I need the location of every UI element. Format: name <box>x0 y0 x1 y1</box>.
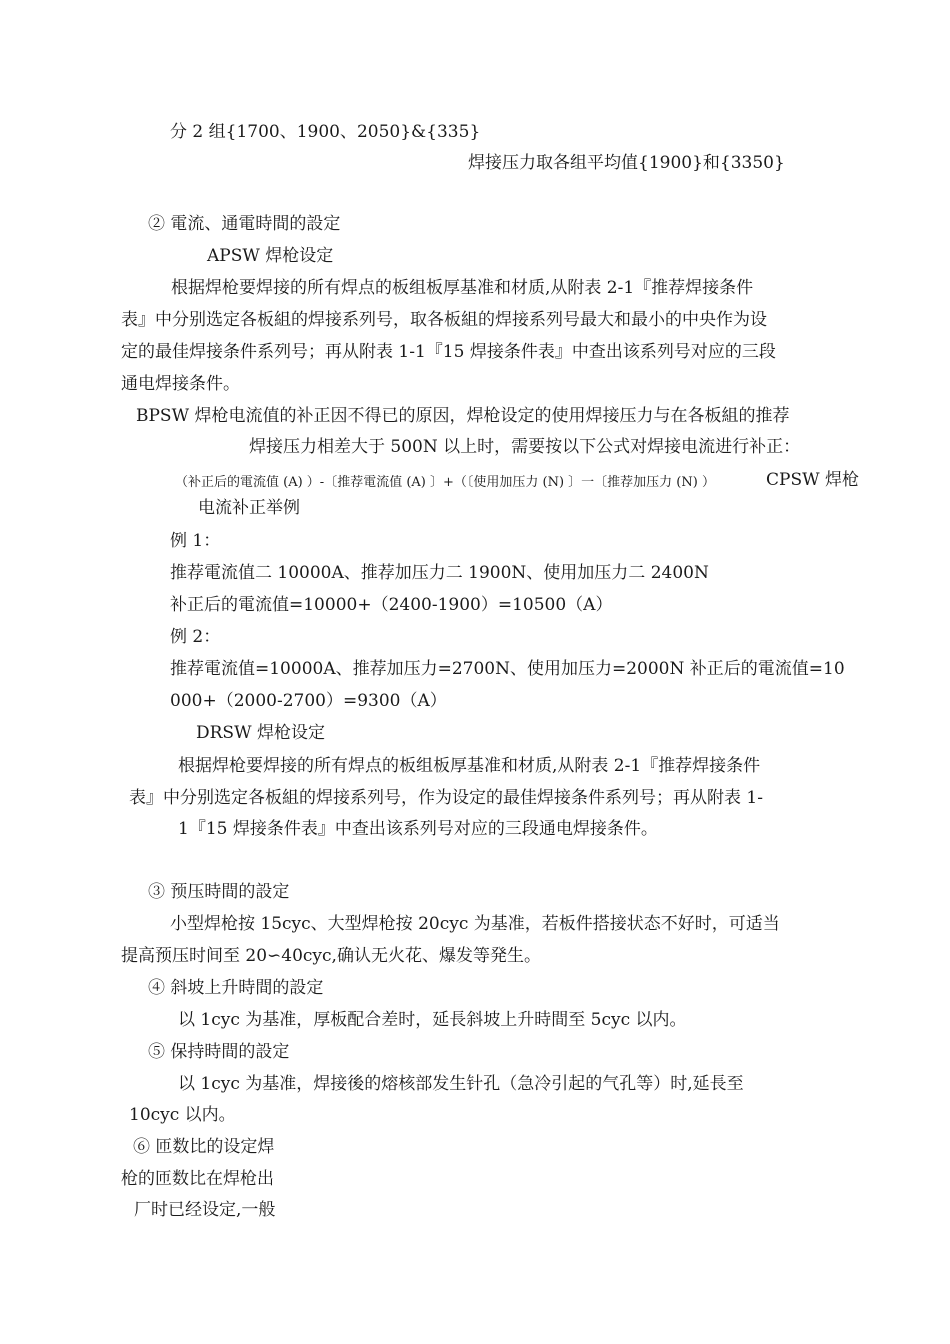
text-line: 以 1cyc 为基准，焊接後的熔核部发生针孔（急冷引起的气孔等）时,延長至 <box>178 1074 744 1094</box>
subsection-heading: APSW 焊枪设定 <box>207 246 334 266</box>
subsection-heading: CPSW 焊枪 <box>766 470 859 490</box>
text-line: 提高预压时间至 20∽40cyc,确认无火花、爆发等発生。 <box>121 946 541 966</box>
text-line: 焊接压力取各组平均值{1900}和{3350} <box>468 153 785 173</box>
text-line: 小型焊枪按 15cyc、大型焊枪按 20cyc 为基准，若板件搭接状态不好时，可适当 <box>170 914 780 934</box>
text-line: 表』中分别选定各板組的焊接系列号，取各板組的焊接系列号最大和最小的中央作为设 <box>121 310 767 330</box>
text-line: 推荐電流值=10000A、推荐加压力=2700N、使用加压力=2000N 补正后的電流值=10 <box>170 659 845 679</box>
text-line: 表』中分别选定各板組的焊接系列号，作为设定的最佳焊接条件系列号；再从附表 1- <box>129 788 763 808</box>
section-heading: ② 電流、通電時間的設定 <box>148 214 341 234</box>
subsection-heading: DRSW 焊枪设定 <box>196 723 325 743</box>
text-line: 000+（2000-2700）=9300（A） <box>170 691 447 711</box>
section-heading: ⑤ 保持時間的設定 <box>148 1042 290 1062</box>
text-line: 分 2 组{1700、1900、2050}&{335} <box>170 122 481 142</box>
text-line: 枪的匝数比在焊枪出 <box>121 1169 274 1189</box>
text-line: 焊接压力相差大于 500N 以上时，需要按以下公式对焊接电流进行补正： <box>249 437 801 457</box>
section-heading: ⑥ 匝数比的设定焊 <box>133 1137 275 1157</box>
formula-line: （补正后的電流值 (A) ）-〔推荐電流值 (A) 〕+（〔使用加压力 (N) 〕一〔推荐加压力 (N) ） <box>175 475 715 490</box>
text-line: 10cyc 以内。 <box>129 1105 236 1125</box>
text-line: 补正后的電流值=10000+（2400-1900）=10500（A） <box>170 595 613 615</box>
text-line: 根据焊枪要焊接的所有焊点的板组板厚基准和材质,从附表 2-1『推荐焊接条件 <box>171 278 754 298</box>
text-line: 推荐電流值二 10000A、推荐加压力二 1900N、使用加压力二 2400N <box>170 563 709 583</box>
text-line: 根据焊枪要焊接的所有焊点的板组板厚基准和材质,从附表 2-1『推荐焊接条件 <box>178 756 761 776</box>
example-label: 例 1： <box>170 531 221 551</box>
text-line: 1『15 焊接条件表』中查出该系列号对应的三段通电焊接条件。 <box>178 819 658 839</box>
text-line: 厂时已经设定,一般 <box>134 1200 276 1220</box>
text-line: 定的最佳焊接条件系列号；再从附表 1-1『15 焊接条件表』中查出该系列号对应的三段 <box>121 342 776 362</box>
section-heading: ③ 预压時間的設定 <box>148 882 290 902</box>
example-label: 例 2： <box>170 627 221 647</box>
text-line: BPSW 焊枪电流值的补正因不得已的原因，焊枪设定的使用焊接压力与在各板組的推荐 <box>136 406 790 426</box>
text-line: 电流补正举例 <box>198 498 300 518</box>
section-heading: ④ 斜坡上升時間的設定 <box>148 978 324 998</box>
text-line: 通电焊接条件。 <box>121 374 240 394</box>
text-line: 以 1cyc 为基准，厚板配合差时，延長斜坡上升時間至 5cyc 以内。 <box>178 1010 687 1030</box>
